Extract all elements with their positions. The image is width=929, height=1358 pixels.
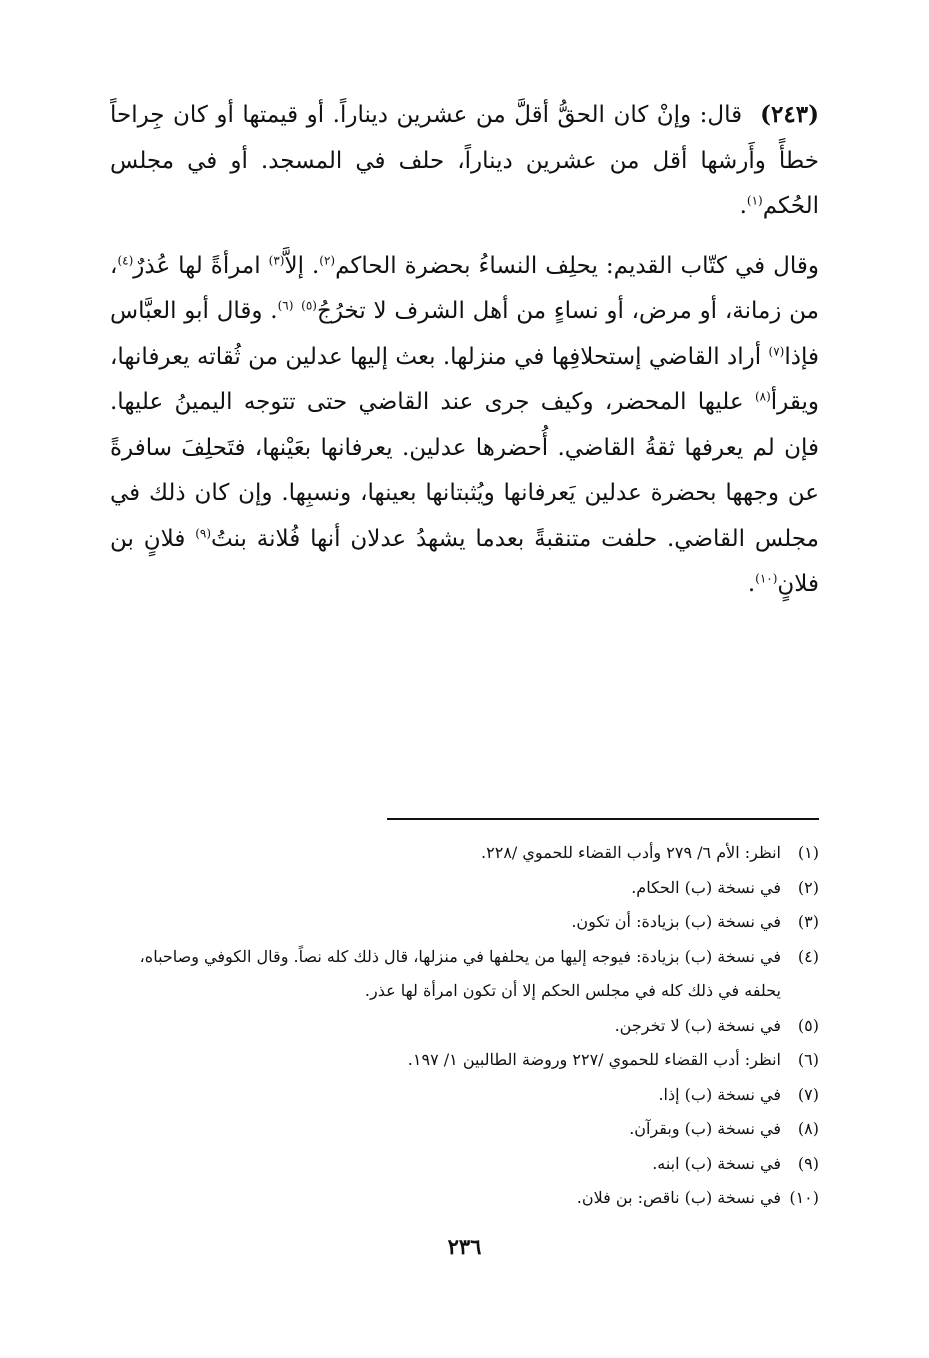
footnote-number: (٥) [797,1015,819,1035]
footnote-number: (٨) [797,1119,819,1138]
footnote-number: (٦) [797,1050,819,1069]
footnote-ref-2: (٢) [319,252,336,267]
footnote-text: انظر: الأم ٦/ ٢٧٩ وأدب القضاء للحموي /٢٢٨. [481,843,781,862]
main-text [110,92,819,608]
footnote [110,940,819,1009]
footnote [110,1112,819,1147]
paragraph-2-seg-1: وقال في كتّاب القديم: يحلِف النساءُ بحضرة الحاكم [335,252,819,279]
footnote-text: في نسخة (ب) الحكام. [631,877,781,897]
footnote [110,1078,819,1113]
section-number: (٢٤٣) [760,101,819,128]
footnote-text: في نسخة (ب) ناقص: بن فلان. [576,1188,781,1207]
paragraph-1 [110,92,819,230]
footnote-number: (٣) [797,912,819,931]
footnote-text: في نسخة (ب) وبقرآن. [629,1119,781,1138]
paragraph-1-end: . [739,193,747,219]
footnotes-list [110,836,819,1216]
footnote-divider [387,818,819,820]
paragraph-2-seg-8: فلانٍ بن فلانٍ [110,525,819,597]
footnote [110,836,819,871]
footnote-number: (٩) [797,1153,819,1173]
footnote-ref-5: (٥) [301,298,317,313]
footnote [110,905,819,940]
footnote-ref-4: (٤) [117,252,134,267]
footnote-ref-10: (١٠) [755,571,778,586]
footnote-number: (٧) [797,1084,819,1104]
footnote-text: انظر: أدب القضاء للحموي /٢٢٧ وروضة الطالبين ١/ ١٩٧. [407,1050,781,1069]
footnote-number: (٢) [797,877,819,897]
footnote-text: في نسخة (ب) ابنه. [652,1153,781,1173]
paragraph-2-seg-2: . إلاَّ [284,252,320,279]
paragraph-2-seg-3: امرأةً لها عُذرٌ [133,252,269,279]
footnote [110,1043,819,1078]
footnote-ref-9: (٩) [195,525,212,540]
footnote-ref-7: (٧) [768,343,785,358]
footnote-number: (١٠) [789,1188,819,1207]
footnote [110,1147,819,1182]
footnote-number: (١) [797,843,819,862]
footnote-text: في نسخة (ب) إذا. [658,1084,781,1104]
footnote-ref-8: (٨) [754,389,771,404]
footnote-text: في نسخة (ب) بزيادة: فيوجه إليها من يحلفها في منزلها، قال ذلك كله نصاً. وقال الكوفي وصاحباه، يحلفه في ذلك كله في مجلس الحكم إلا أن تكون امرأة لها عذر. [139,946,781,1000]
footnote-ref-3: (٣) [268,252,285,267]
page-number: ٢٣٦ [447,1234,482,1259]
footnote [110,1181,819,1216]
paragraph-2-seg-6: أراد القاضي إستحلافِها في منزلها. بعث إليها عدلين من ثُقاته يعرفانها، ويقرأ [110,343,819,415]
footnote-ref-1: (١) [746,193,763,208]
footnote-text: في نسخة (ب) لا تخرجن. [614,1015,781,1035]
footnote-number: (٤) [797,946,819,966]
paragraph-2-end: . [747,571,756,597]
footnote-text: في نسخة (ب) بزيادة: أن تكون. [571,912,781,931]
footnote-ref-6: (٦) [277,298,294,313]
paragraph-1-text: قال: وإنْ كان الحقُّ أقلَّ من عشرين ديناراً. أو قيمتها أو كان جِراحاً خطأً وأَرشها أقل من عشرين ديناراً، حلف في المسجد. أو في مجلس الحُكم [110,102,819,219]
paragraph-2-seg-4: ، من زمانة، أو مرض، أو نساءٍ من أهل الشرف لا تخرُجُ [110,252,819,324]
footnote [110,1009,819,1044]
paragraph-2 [110,244,819,608]
footnote [110,871,819,906]
paragraph-2-seg-7: عليها المحضر، وكيف جرى عند القاضي حتى تتوجه اليمينُ عليها. فإن لم يعرفها ثقةُ القاضي. أُحضرها عدلين. يعرفانها بعَيْنها، فتَحلِفَ سافرةً عن وجهها بحضرة عدلين يَعرفانها ويُثبتانها بعينها، ونسبِها. وإن كان ذلك في مجلس القاضي. حلفت متنقبةً بعدما يشهدُ عدلان أنها فُلانة بنتُ [110,389,819,552]
paragraph-2-seg-5: . وقال أبو العبَّاس فإذا [110,298,819,370]
